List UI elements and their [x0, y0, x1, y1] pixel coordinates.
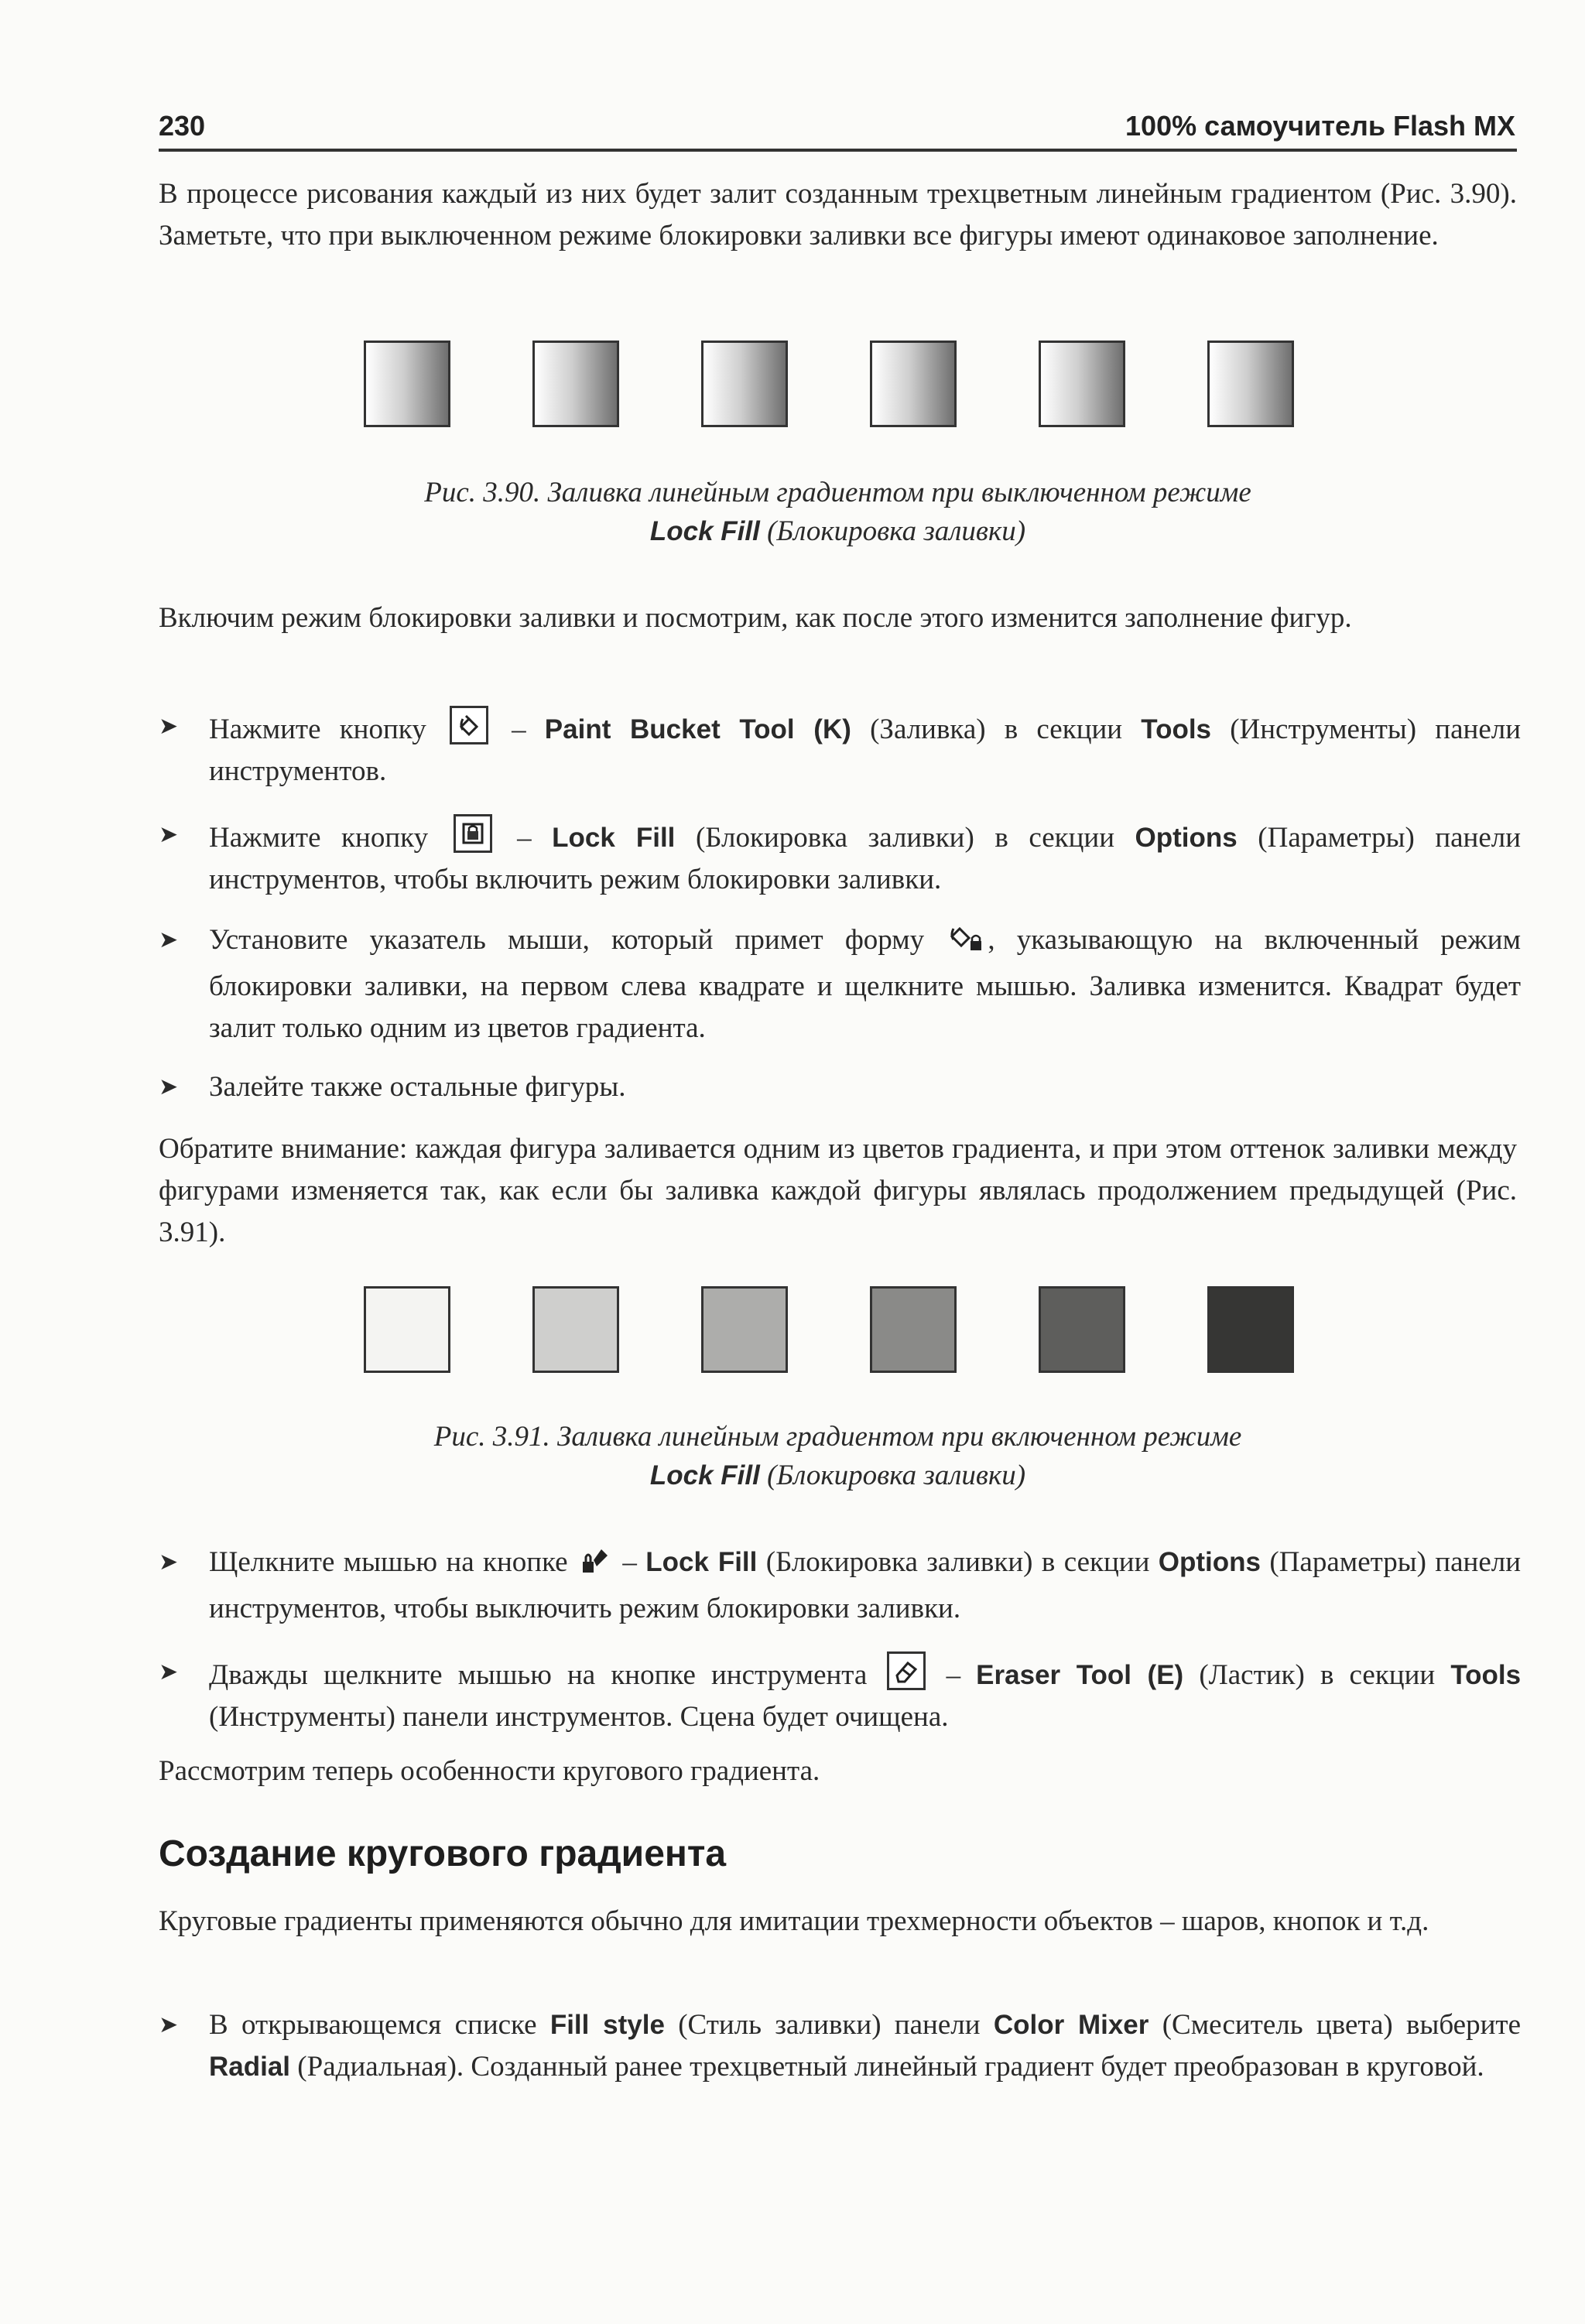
text: – [946, 1659, 961, 1691]
text: (Параметры) панели инструментов, чтобы выключить режим блокировки заливки. [209, 1546, 1522, 1624]
text: (Стиль заливки) панели [678, 2009, 981, 2041]
paragraph-5: Круговые градиенты применяются обычно для имитации трехмерности объектов – шаров, кнопок и т.д. [159, 1905, 1429, 1937]
section-heading: Создание кругового градиента [159, 1833, 727, 1874]
gradient-square [1207, 341, 1294, 427]
gradient-square [532, 341, 619, 427]
paragraph-3: Обратите внимание: каждая фигура заливается одним из цветов градиента, и при этом оттенок заливки между фигурами изменяется так, как если бы заливка каждой фигуры являлась продолжением предыдущей (Рис. 3.91). [159, 1133, 1517, 1248]
term: Lock Fill [645, 1547, 758, 1577]
term: Paint Bucket Tool (K) [544, 714, 851, 744]
gradient-square [1039, 341, 1125, 427]
text: (Инструменты) панели инструментов. Сцена будет очищена. [209, 1701, 949, 1733]
bullet-arrow: ➤ [159, 926, 179, 953]
lock-fill-bucket-icon [580, 1545, 611, 1588]
term: Options [1158, 1547, 1261, 1577]
text: (Заливка) в секции [870, 714, 1123, 745]
text: Залейте также остальные фигуры. [209, 1071, 626, 1103]
bullet-arrow: ➤ [159, 1073, 179, 1100]
term: Fill style [549, 2010, 665, 2040]
paragraph-1: В процессе рисования каждый из них будет залит созданным трехцветным линейным градиентом (Рис. 3.90). Заметьте, что при выключенном режиме блокировки заливки все фигуры имеют одинаковое заполнение. [159, 178, 1517, 252]
bullet-arrow: ➤ [159, 1549, 179, 1576]
text: (Инструменты) панели инструментов. [209, 714, 1522, 787]
term: Color Mixer [993, 2010, 1149, 2040]
page-number: 230 [159, 110, 206, 142]
gradient-square [701, 341, 788, 427]
gradient-square [870, 341, 957, 427]
term: Eraser Tool (E) [976, 1660, 1184, 1690]
bullet-arrow: ➤ [159, 821, 179, 848]
text: (Блокировка заливки) в секции [765, 1546, 1150, 1578]
text: В открывающемся списке [209, 2009, 537, 2041]
running-title: 100% самоучитель Flash MX [1125, 110, 1515, 142]
text: Дважды щелкните мышью на кнопке инструмента [209, 1659, 868, 1691]
term: Tools [1450, 1660, 1522, 1690]
paragraph-4: Рассмотрим теперь особенности кругового градиента. [159, 1755, 820, 1787]
text: (Радиальная). Созданный ранее трехцветный линейный градиент будет преобразован в круговой. [297, 2051, 1484, 2083]
caption-rest: (Блокировка заливки) [767, 1460, 1026, 1491]
figure-3-90 [0, 341, 1585, 433]
bullet-arrow: ➤ [159, 1658, 179, 1686]
caption-bold: Lock Fill [649, 1460, 760, 1491]
header-rule [159, 149, 1517, 152]
locked-fill-square [870, 1286, 957, 1373]
lock-fill-icon [454, 814, 492, 853]
locked-fill-square [1207, 1286, 1294, 1373]
text: Нажмите кнопку [209, 822, 429, 854]
text: (Параметры) панели инструментов, чтобы включить режим блокировки заливки. [209, 822, 1522, 895]
locked-fill-square [701, 1286, 788, 1373]
caption-bold: Lock Fill [649, 516, 760, 546]
text: Установите указатель мыши, который примет форму [209, 924, 925, 956]
gradient-square [364, 341, 450, 427]
lock-cursor-icon [949, 922, 984, 966]
term: Options [1135, 823, 1238, 853]
text: (Ластик) в секции [1199, 1659, 1436, 1691]
term: Lock Fill [552, 823, 676, 853]
paint-bucket-icon [450, 706, 488, 744]
text: – [622, 1546, 637, 1578]
text: (Смеситель цвета) выберите [1162, 2009, 1522, 2041]
caption-rest: (Блокировка заливки) [767, 515, 1026, 547]
locked-fill-square [364, 1286, 450, 1373]
locked-fill-square [1039, 1286, 1125, 1373]
paragraph-2: Включим режим блокировки заливки и посмотрим, как после этого изменится заполнение фигур. [159, 602, 1352, 634]
bullet-arrow: ➤ [159, 2011, 179, 2038]
text: Щелкните мышью на кнопке [209, 1546, 568, 1578]
caption-line-1: Рис. 3.91. Заливка линейным градиентом при включенном режиме [433, 1421, 1242, 1453]
text: – [517, 822, 532, 854]
text: – [512, 714, 526, 745]
eraser-icon [887, 1651, 926, 1690]
figure-3-90-caption [159, 474, 1517, 551]
text: , указывающую на включенный режим блокировки заливки, на первом слева квадрате и щелкните мышью. Заливка изменится. Квадрат будет залит только одним из цветов градиента. [209, 924, 1522, 1044]
term: Tools [1141, 714, 1212, 744]
figure-3-91 [0, 1286, 1585, 1379]
term: Radial [209, 2052, 291, 2082]
locked-fill-square [532, 1286, 619, 1373]
caption-line-1: Рис. 3.90. Заливка линейным градиентом при выключенном режиме [424, 477, 1251, 508]
text: Нажмите кнопку [209, 714, 426, 745]
text: (Блокировка заливки) в секции [695, 822, 1114, 854]
figure-3-91-caption [159, 1418, 1517, 1495]
bullet-arrow: ➤ [159, 713, 179, 740]
